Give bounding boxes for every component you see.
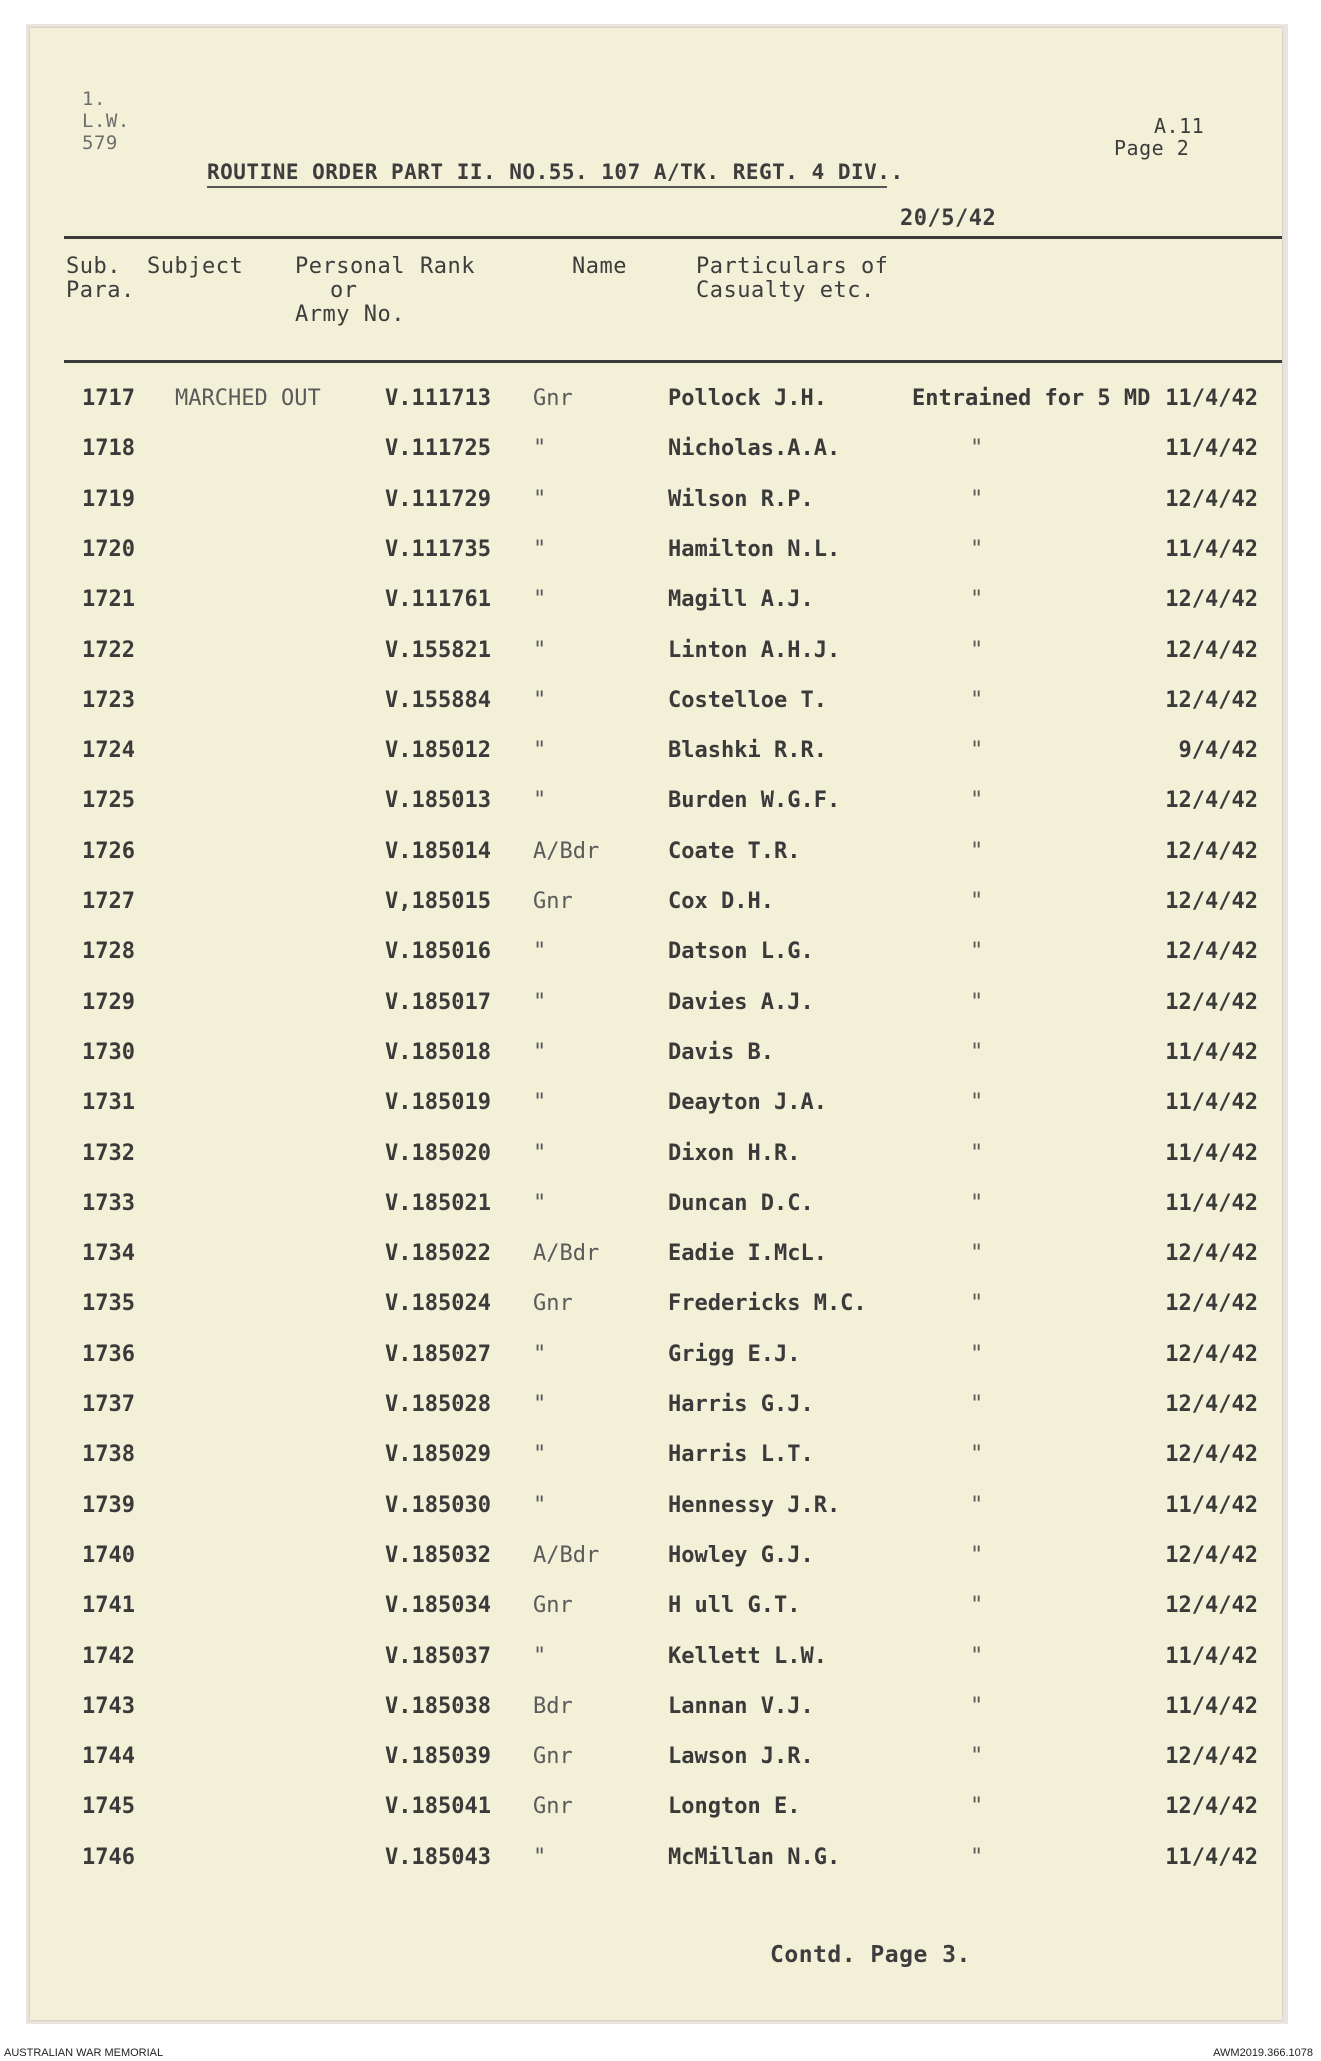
- particulars-cell: ": [970, 1090, 984, 1116]
- header-rule-top: [64, 236, 1282, 239]
- table-row: [30, 537, 1282, 577]
- army-number: V.185019: [385, 1090, 491, 1116]
- table-row: [30, 1845, 1282, 1885]
- army-number: V.185029: [385, 1442, 491, 1468]
- table-row: [30, 688, 1282, 728]
- continued-note: Contd. Page 3.: [770, 1942, 971, 1968]
- rank-cell: A/Bdr: [533, 1241, 600, 1267]
- table-row: [30, 1593, 1282, 1633]
- name-cell: Coate T.R.: [668, 838, 801, 864]
- table-row: [30, 386, 1282, 426]
- army-number: V.111725: [385, 436, 491, 462]
- table-row: [30, 1040, 1282, 1080]
- rank-cell: ": [533, 1190, 547, 1216]
- page-number: Page 2: [1114, 136, 1190, 160]
- rank-cell: ": [533, 1090, 547, 1116]
- rank-cell: Gnr: [533, 1593, 573, 1619]
- header-personal: Personal: [295, 254, 405, 279]
- table-row: [30, 738, 1282, 778]
- sub-para-number: 1724: [82, 738, 135, 764]
- name-cell: Dixon H.R.: [668, 1140, 801, 1166]
- date-cell: 9/4/42: [1178, 738, 1258, 764]
- date-cell: 12/4/42: [1165, 1744, 1258, 1770]
- name-cell: H ull G.T.: [668, 1593, 801, 1619]
- rank-cell: ": [533, 1442, 547, 1468]
- army-number: V.185013: [385, 788, 491, 814]
- army-number: V.185018: [385, 1039, 491, 1065]
- sub-para-number: 1739: [82, 1492, 135, 1518]
- rank-cell: Gnr: [533, 1794, 573, 1820]
- name-cell: Howley G.J.: [668, 1542, 814, 1568]
- name-cell: McMillan N.G.: [668, 1844, 841, 1870]
- name-cell: Lawson J.R.: [668, 1744, 814, 1770]
- particulars-cell: ": [970, 687, 984, 713]
- army-number: V.111761: [385, 587, 491, 613]
- army-number: V.111713: [385, 386, 491, 411]
- particulars-cell: ": [970, 1794, 984, 1820]
- table-row: [30, 1794, 1282, 1834]
- particulars-cell: ": [970, 637, 984, 663]
- rank-cell: ": [533, 1341, 547, 1367]
- date-cell: 12/4/42: [1165, 788, 1258, 814]
- rank-cell: Gnr: [533, 386, 573, 411]
- table-row: [30, 1744, 1282, 1784]
- header-or: or: [330, 278, 358, 303]
- army-number: V,185015: [385, 889, 491, 914]
- header-casualty: Casualty etc.: [696, 278, 875, 303]
- army-number: V.185017: [385, 989, 491, 1015]
- rank-cell: ": [533, 1039, 547, 1065]
- name-cell: Eadie I.McL.: [668, 1241, 827, 1267]
- sub-para-number: 1735: [82, 1291, 135, 1317]
- particulars-cell: ": [970, 1593, 984, 1619]
- table-row: [30, 788, 1282, 828]
- rank-cell: ": [533, 939, 547, 965]
- name-cell: Hamilton N.L.: [668, 536, 841, 562]
- particulars-cell: ": [970, 738, 984, 764]
- table-row: [30, 1694, 1282, 1734]
- army-number: V.155821: [385, 637, 491, 663]
- particulars-cell: ": [970, 1341, 984, 1367]
- sub-para-number: 1730: [82, 1039, 135, 1065]
- name-cell: Kellett L.W.: [668, 1643, 827, 1669]
- sub-para-number: 1726: [82, 838, 135, 864]
- table-row: [30, 1644, 1282, 1684]
- date-cell: 11/4/42: [1165, 436, 1258, 462]
- date-cell: 12/4/42: [1165, 587, 1258, 613]
- sub-para-number: 1746: [82, 1844, 135, 1870]
- army-number: V.185022: [385, 1241, 491, 1267]
- date-cell: 12/4/42: [1165, 889, 1258, 914]
- particulars-cell: ": [970, 1442, 984, 1468]
- particulars-cell: ": [970, 1643, 984, 1669]
- particulars-cell: ": [970, 536, 984, 562]
- rank-cell: ": [533, 436, 547, 462]
- rank-cell: A/Bdr: [533, 838, 600, 864]
- appendix-ref: A.11: [1154, 114, 1205, 138]
- table-row: [30, 638, 1282, 678]
- rank-cell: ": [533, 1392, 547, 1417]
- table-row: [30, 1543, 1282, 1583]
- sub-para-number: 1727: [82, 889, 135, 914]
- sub-para-number: 1725: [82, 788, 135, 814]
- name-cell: Hennessy J.R.: [668, 1492, 841, 1518]
- header-subject: Subject: [147, 254, 244, 279]
- name-cell: Grigg E.J.: [668, 1341, 801, 1367]
- rank-cell: ": [533, 1492, 547, 1518]
- army-number: V.185041: [385, 1794, 491, 1820]
- table-row: [30, 1241, 1282, 1281]
- rank-cell: ": [533, 687, 547, 713]
- table-row: [30, 1392, 1282, 1432]
- table-row: [30, 1090, 1282, 1130]
- name-cell: Costelloe T.: [668, 687, 827, 713]
- date-cell: 12/4/42: [1165, 939, 1258, 965]
- reference-line-1: 1.: [82, 88, 106, 110]
- header-para: Para.: [66, 278, 135, 303]
- name-cell: Duncan D.C.: [668, 1190, 814, 1216]
- name-cell: Blashki R.R.: [668, 738, 827, 764]
- army-number: V.111735: [385, 536, 491, 562]
- sub-para-number: 1736: [82, 1341, 135, 1367]
- sub-para-number: 1722: [82, 637, 135, 663]
- table-row: [30, 1442, 1282, 1482]
- date-cell: 12/4/42: [1165, 838, 1258, 864]
- particulars-cell: ": [970, 1744, 984, 1770]
- reference-line-3: 579: [82, 132, 118, 154]
- rank-cell: ": [533, 536, 547, 562]
- table-row: [30, 1291, 1282, 1331]
- date-cell: 11/4/42: [1165, 386, 1258, 411]
- date-cell: 12/4/42: [1165, 1593, 1258, 1619]
- date-cell: 12/4/42: [1165, 1241, 1258, 1267]
- name-cell: Davis B.: [668, 1039, 774, 1065]
- sub-para-number: 1723: [82, 687, 135, 713]
- title-underline: [207, 186, 887, 188]
- sub-para-number: 1729: [82, 989, 135, 1015]
- particulars-cell: ": [970, 939, 984, 965]
- particulars-cell: Entrained for 5 MD: [912, 386, 1151, 411]
- sub-para-number: 1734: [82, 1241, 135, 1267]
- rank-cell: ": [533, 587, 547, 613]
- name-cell: Magill A.J.: [668, 587, 814, 613]
- archive-reference: AWM2019.366.1078: [1213, 2047, 1313, 2059]
- date-cell: 11/4/42: [1165, 536, 1258, 562]
- order-date: 20/5/42: [900, 206, 997, 231]
- date-cell: 11/4/42: [1165, 1643, 1258, 1669]
- name-cell: Wilson R.P.: [668, 486, 814, 512]
- army-number: V.185016: [385, 939, 491, 965]
- sub-para-number: 1721: [82, 587, 135, 613]
- sub-para-number: 1740: [82, 1542, 135, 1568]
- particulars-cell: ": [970, 587, 984, 613]
- army-number: V.185032: [385, 1542, 491, 1568]
- army-number: V.185043: [385, 1844, 491, 1870]
- name-cell: Pollock J.H.: [668, 386, 827, 411]
- army-number: V.185030: [385, 1492, 491, 1518]
- particulars-cell: ": [970, 1392, 984, 1417]
- table-row: [30, 1141, 1282, 1181]
- date-cell: 12/4/42: [1165, 637, 1258, 663]
- rank-cell: Gnr: [533, 1744, 573, 1770]
- particulars-cell: ": [970, 486, 984, 512]
- particulars-cell: ": [970, 1542, 984, 1568]
- particulars-cell: ": [970, 1140, 984, 1166]
- particulars-cell: ": [970, 788, 984, 814]
- date-cell: 12/4/42: [1165, 989, 1258, 1015]
- rank-cell: ": [533, 486, 547, 512]
- table-row: [30, 939, 1282, 979]
- table-row: [30, 889, 1282, 929]
- table-row: [30, 839, 1282, 879]
- sub-para-number: 1745: [82, 1794, 135, 1820]
- army-number: V.155884: [385, 687, 491, 713]
- rank-cell: ": [533, 1643, 547, 1669]
- name-cell: Lannan V.J.: [668, 1693, 814, 1719]
- army-number: V.185020: [385, 1140, 491, 1166]
- table-row: [30, 487, 1282, 527]
- document-page: [30, 28, 1282, 2020]
- rank-cell: ": [533, 989, 547, 1015]
- date-cell: 11/4/42: [1165, 1492, 1258, 1518]
- date-cell: 11/4/42: [1165, 1140, 1258, 1166]
- table-row: [30, 1191, 1282, 1231]
- name-cell: Nicholas.A.A.: [668, 436, 841, 462]
- particulars-cell: ": [970, 1039, 984, 1065]
- header-particulars: Particulars of: [696, 254, 889, 279]
- date-cell: 12/4/42: [1165, 687, 1258, 713]
- rank-cell: ": [533, 788, 547, 814]
- header-army-no: Army No.: [295, 302, 405, 327]
- army-number: V.185034: [385, 1593, 491, 1619]
- table-row: [30, 990, 1282, 1030]
- particulars-cell: ": [970, 1492, 984, 1518]
- page-title: ROUTINE ORDER PART II. NO.55. 107 A/TK. REGT. 4 DIV..: [207, 160, 904, 184]
- particulars-cell: ": [970, 1241, 984, 1267]
- name-cell: Burden W.G.F.: [668, 788, 841, 814]
- particulars-cell: ": [970, 1693, 984, 1719]
- army-number: V.185024: [385, 1291, 491, 1317]
- header-name: Name: [572, 254, 627, 279]
- rank-cell: Gnr: [533, 1291, 573, 1317]
- sub-para-number: 1733: [82, 1190, 135, 1216]
- table-row: [30, 1493, 1282, 1533]
- sub-para-number: 1737: [82, 1392, 135, 1417]
- rank-cell: A/Bdr: [533, 1542, 600, 1568]
- army-number: V.185028: [385, 1392, 491, 1417]
- header-rank: Rank: [420, 254, 475, 279]
- subject-cell: MARCHED OUT: [175, 386, 321, 411]
- header-sub: Sub.: [66, 254, 121, 279]
- sub-para-number: 1744: [82, 1744, 135, 1770]
- particulars-cell: ": [970, 989, 984, 1015]
- name-cell: Linton A.H.J.: [668, 637, 841, 663]
- name-cell: Datson L.G.: [668, 939, 814, 965]
- date-cell: 11/4/42: [1165, 1693, 1258, 1719]
- name-cell: Cox D.H.: [668, 889, 774, 914]
- rank-cell: Bdr: [533, 1693, 573, 1719]
- date-cell: 12/4/42: [1165, 1291, 1258, 1317]
- particulars-cell: ": [970, 1190, 984, 1216]
- name-cell: Harris L.T.: [668, 1442, 814, 1468]
- rank-cell: ": [533, 637, 547, 663]
- rank-cell: ": [533, 1140, 547, 1166]
- archive-credit: AUSTRALIAN WAR MEMORIAL: [4, 2047, 164, 2059]
- particulars-cell: ": [970, 889, 984, 914]
- particulars-cell: ": [970, 838, 984, 864]
- name-cell: Deayton J.A.: [668, 1090, 827, 1116]
- sub-para-number: 1742: [82, 1643, 135, 1669]
- date-cell: 11/4/42: [1165, 1090, 1258, 1116]
- date-cell: 11/4/42: [1165, 1844, 1258, 1870]
- header-rule-bottom: [64, 360, 1282, 363]
- sub-para-number: 1728: [82, 939, 135, 965]
- army-number: V.185038: [385, 1693, 491, 1719]
- sub-para-number: 1717: [82, 386, 135, 411]
- date-cell: 12/4/42: [1165, 1794, 1258, 1820]
- date-cell: 11/4/42: [1165, 1190, 1258, 1216]
- table-row: [30, 436, 1282, 476]
- sub-para-number: 1738: [82, 1442, 135, 1468]
- sub-para-number: 1731: [82, 1090, 135, 1116]
- army-number: V.185012: [385, 738, 491, 764]
- sub-para-number: 1718: [82, 436, 135, 462]
- sub-para-number: 1741: [82, 1593, 135, 1619]
- particulars-cell: ": [970, 436, 984, 462]
- army-number: V.185037: [385, 1643, 491, 1669]
- name-cell: Davies A.J.: [668, 989, 814, 1015]
- date-cell: 12/4/42: [1165, 1341, 1258, 1367]
- particulars-cell: ": [970, 1291, 984, 1317]
- army-number: V.185027: [385, 1341, 491, 1367]
- sub-para-number: 1732: [82, 1140, 135, 1166]
- sub-para-number: 1743: [82, 1693, 135, 1719]
- table-row: [30, 1342, 1282, 1382]
- date-cell: 12/4/42: [1165, 486, 1258, 512]
- rank-cell: ": [533, 738, 547, 764]
- army-number: V.185014: [385, 838, 491, 864]
- rank-cell: Gnr: [533, 889, 573, 914]
- reference-line-2: L.W.: [82, 110, 130, 132]
- sub-para-number: 1719: [82, 486, 135, 512]
- date-cell: 11/4/42: [1165, 1039, 1258, 1065]
- name-cell: Harris G.J.: [668, 1392, 814, 1417]
- rank-cell: ": [533, 1844, 547, 1870]
- name-cell: Longton E.: [668, 1794, 801, 1820]
- sub-para-number: 1720: [82, 536, 135, 562]
- name-cell: Fredericks M.C.: [668, 1291, 867, 1317]
- date-cell: 12/4/42: [1165, 1542, 1258, 1568]
- particulars-cell: ": [970, 1844, 984, 1870]
- date-cell: 12/4/42: [1165, 1392, 1258, 1417]
- army-number: V.185021: [385, 1190, 491, 1216]
- table-row: [30, 587, 1282, 627]
- army-number: V.111729: [385, 486, 491, 512]
- date-cell: 12/4/42: [1165, 1442, 1258, 1468]
- army-number: V.185039: [385, 1744, 491, 1770]
